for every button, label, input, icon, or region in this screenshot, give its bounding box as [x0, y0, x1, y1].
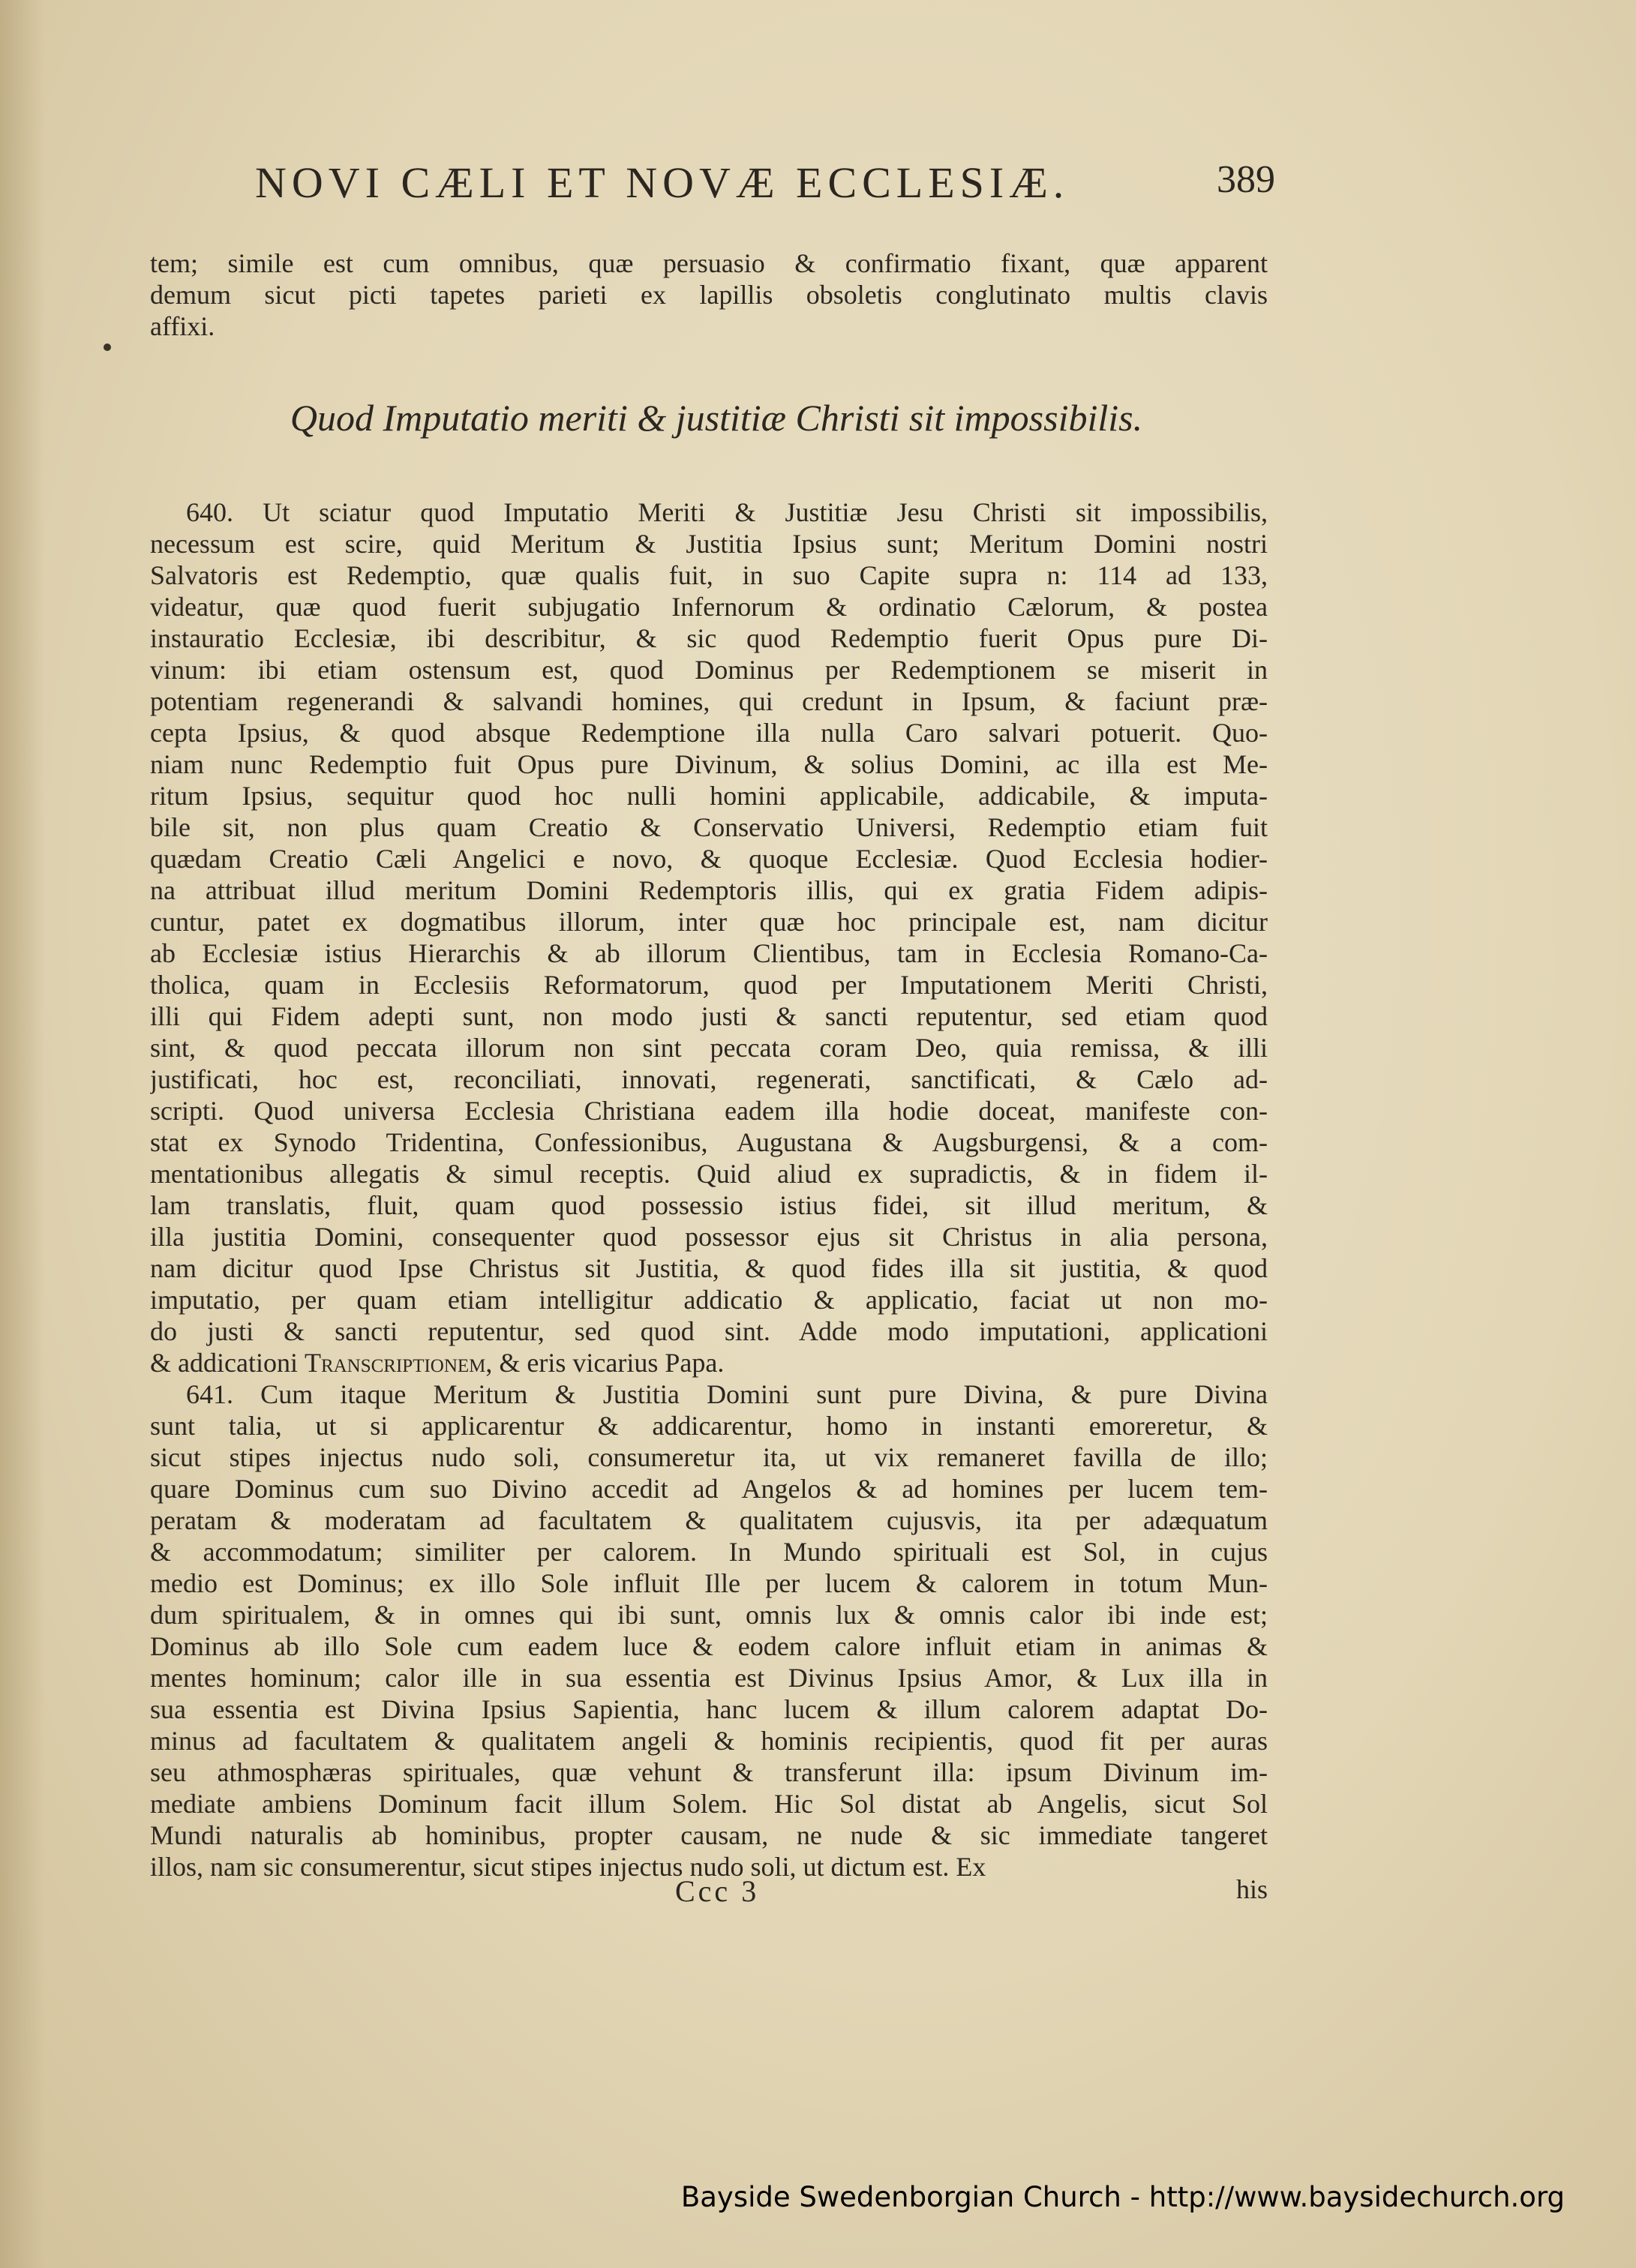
text-line: do justi & sancti reputentur, sed quod sint. Adde modo imputationi, applicationi — [150, 1316, 1268, 1346]
text-line: instauratio Ecclesiæ, ibi describitur, & sic quod Redemptio fuerit Opus pure Di- — [150, 623, 1268, 653]
page-fold-shadow — [0, 0, 45, 2268]
text-line: illi qui Fidem adepti sunt, non modo justi & sancti reputentur, sed etiam quod — [150, 1001, 1268, 1031]
text-line: medio est Dominus; ex illo Sole influit Ille per lucem & calorem in totum Mun- — [150, 1568, 1268, 1598]
text-line: necessum est scire, quid Meritum & Justitia Ipsius sunt; Meritum Domini nostri — [150, 529, 1268, 559]
text-line: Mundi naturalis ab hominibus, propter causam, ne nude & sic immediate tangeret — [150, 1820, 1268, 1850]
text-line: mentes hominum; calor ille in sua essentia est Divinus Ipsius Amor, & Lux illa in — [150, 1663, 1268, 1693]
page-footer — [150, 1874, 1268, 1911]
page-header — [255, 158, 1275, 218]
running-title: NOVI CÆLI ET NOVÆ ECCLESIÆ. — [255, 158, 1070, 207]
text-line: imputatio, per quam etiam intelligitur addicatio & applicatio, faciat ut non mo- — [150, 1285, 1268, 1315]
text-line: vinum: ibi etiam ostensum est, quod Dominus per Redemptionem se miserit in — [150, 655, 1268, 685]
text-line: quædam Creatio Cæli Angelici e novo, & quoque Ecclesiæ. Quod Ecclesia hodier- — [150, 844, 1268, 874]
watermark-text: Bayside Swedenborgian Church - http://www.baysidechurch.org — [680, 2181, 1565, 2213]
text-line: bile sit, non plus quam Creatio & Conservatio Universi, Redemptio etiam fuit — [150, 812, 1268, 842]
text-line: dum spiritualem, & in omnes qui ibi sunt, omnis lux & omnis calor ibi inde est; — [150, 1600, 1268, 1630]
text-line: illos, nam sic consumerentur, sicut stipes injectus nudo soli, ut dictum est. Ex — [150, 1852, 986, 1882]
text-line: ritum Ipsius, sequitur quod hoc nulli homini applicabile, addicabile, & imputa- — [150, 781, 1268, 811]
paragraph-640 — [150, 496, 1268, 1378]
text-line: sint, & quod peccata illorum non sint peccata coram Deo, quia remissa, & illi — [150, 1033, 1268, 1063]
text-line: demum sicut picti tapetes parieti ex lapillis obsoletis conglutinato multis clavis — [150, 280, 1268, 310]
text-line: & accommodatum; similiter per calorem. In Mundo spirituali est Sol, in cujus — [150, 1537, 1268, 1567]
signature-mark: Ccc 3 — [675, 1874, 760, 1908]
text-line: seu athmosphæras spirituales, quæ vehunt & transferunt illa: ipsum Divinum im- — [150, 1757, 1268, 1787]
text-line: tholica, quam in Ecclesiis Reformatorum, quod per Imputationem Meriti Christi, — [150, 970, 1268, 1000]
text-line: mediate ambiens Dominum facit illum Solem. Hic Sol distat ab Angelis, sicut Sol — [150, 1789, 1268, 1819]
text-line: peratam & moderatam ad facultatem & qualitatem cujusvis, ita per adæquatum — [150, 1505, 1268, 1535]
text-line: cepta Ipsius, & quod absque Redemptione illa nulla Caro salvari potuerit. Quo- — [150, 718, 1268, 748]
text-line: lam translatis, fluit, quam quod possessio istius fidei, sit illud meritum, & — [150, 1190, 1268, 1220]
page-number: 389 — [1217, 158, 1275, 201]
ink-dot — [104, 344, 111, 351]
text-line: mentationibus allegatis & simul receptis. Quid aliud ex supradictis, & in fidem il- — [150, 1159, 1268, 1189]
text-line: & addicationi Transcriptionem, & eris vicarius Papa. — [150, 1348, 725, 1378]
text-line: Dominus ab illo Sole cum eadem luce & eodem calore influit etiam in animas & — [150, 1631, 1268, 1661]
text-line: Salvatoris est Redemptio, quæ qualis fuit, in suo Capite supra n: 114 ad 133, — [150, 560, 1268, 590]
text-line: sunt talia, ut si applicarentur & addicarentur, homo in instanti emoreretur, & — [150, 1411, 1268, 1441]
text-line: stat ex Synodo Tridentina, Confessionibus, Augustana & Augsburgensi, & a com- — [150, 1127, 1268, 1157]
text-line: 640. Ut sciatur quod Imputatio Meriti & Justitiæ Jesu Christi sit impossibilis, — [186, 497, 1268, 527]
text-line: niam nunc Redemptio fuit Opus pure Divinum, & solius Domini, ac illa est Me- — [150, 749, 1268, 779]
text-line: ab Ecclesiæ istius Hierarchis & ab illorum Clientibus, tam in Ecclesia Romano-Ca- — [150, 938, 1268, 968]
text-line: cuntur, patet ex dogmatibus illorum, inter quæ hoc principale est, nam dicitur — [150, 907, 1268, 937]
text-line: 641. Cum itaque Meritum & Justitia Domini sunt pure Divina, & pure Divina — [186, 1379, 1268, 1409]
text-line: potentiam regenerandi & salvandi homines, qui credunt in Ipsum, & faciunt præ- — [150, 686, 1268, 716]
text-line: minus ad facultatem & qualitatem angeli & hominis recipientis, quod fit per auras — [150, 1726, 1268, 1756]
text-line: tem; simile est cum omnibus, quæ persuasio & confirmatio fixant, quæ apparent — [150, 248, 1268, 278]
section-heading: Quod Imputatio meriti & justitiæ Christi sit impossibilis. — [290, 397, 1143, 439]
text-line: videatur, quæ quod fuerit subjugatio Infernorum & ordinatio Cælorum, & postea — [150, 592, 1268, 622]
catchword: his — [1235, 1874, 1268, 1904]
text-line: nam dicitur quod Ipse Christus sit Justitia, & quod fides illa sit justitia, & quod — [150, 1253, 1268, 1283]
text-line: na attribuat illud meritum Domini Redemptoris illis, qui ex gratia Fidem adipis- — [150, 875, 1268, 905]
text-line: sua essentia est Divina Ipsius Sapientia, hanc lucem & illum calorem adaptat Do- — [150, 1694, 1268, 1724]
text-line: justificati, hoc est, reconciliati, innovati, regenerati, sanctificati, & Cælo ad- — [150, 1064, 1268, 1094]
text-line: illa justitia Domini, consequenter quod possessor ejus sit Christus in alia persona, — [150, 1222, 1268, 1252]
text-line: scripti. Quod universa Ecclesia Christiana eadem illa hodie doceat, manifeste con- — [150, 1096, 1268, 1126]
intro-text — [150, 248, 1268, 342]
paragraph-641 — [150, 1378, 1268, 1882]
text-line: quare Dominus cum suo Divino accedit ad Angelos & ad homines per lucem tem- — [150, 1474, 1268, 1504]
text-line: affixi. — [150, 311, 215, 341]
text-line: sicut stipes injectus nudo soli, consumeretur ita, ut vix remaneret favilla de illo; — [150, 1442, 1268, 1472]
